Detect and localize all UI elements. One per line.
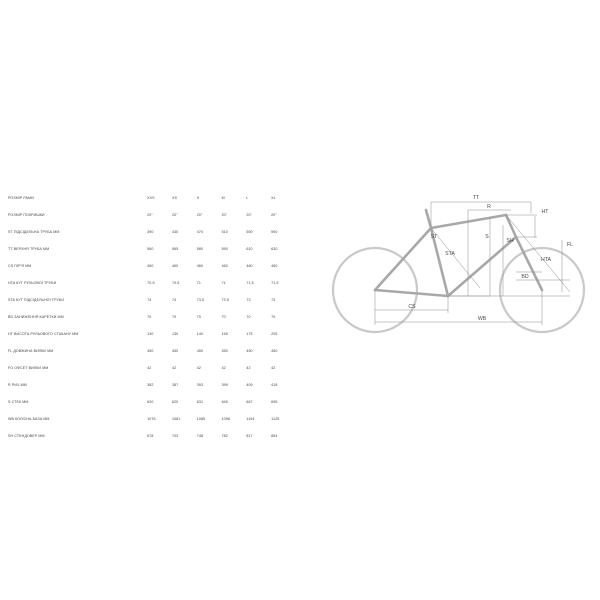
row-value: 70 [271, 314, 276, 319]
column-header-frame-size: РОЗМІР РАМИ [8, 195, 34, 200]
row-value: 73.5 [196, 297, 205, 302]
table-row [6, 394, 296, 411]
row-value: 73 [271, 297, 276, 302]
column-header-l: L [246, 195, 249, 200]
table-body [6, 207, 296, 445]
label-cs: CS [408, 304, 416, 310]
row-value: 1125 [271, 416, 280, 421]
row-label: FO ОФСЕТ ВИЛКИ ММ [8, 365, 49, 370]
row-value: 460 [171, 263, 179, 268]
label-hta: HTA [541, 257, 551, 263]
table-row [6, 309, 296, 326]
row-label: R РИЧ ММ [8, 382, 27, 387]
column-header-m: M [221, 195, 225, 200]
label-sta: STA [445, 251, 455, 257]
row-value: 590 [271, 229, 278, 234]
row-value: 390 [147, 229, 154, 234]
row-value: 73.5 [221, 297, 229, 302]
row-value: 20" [221, 212, 228, 217]
row-value: 42 [171, 365, 177, 370]
row-label: S СТЕК ММ [8, 399, 29, 404]
row-label: STA КУТ ПІДСІДЕЛЬНОЇ ТРУБИ [8, 297, 65, 302]
label-fl: FL [566, 242, 574, 248]
row-value: 70 [246, 314, 251, 319]
row-value: 782 [221, 433, 228, 438]
row-value: 382 [147, 382, 154, 387]
label-s: S [485, 234, 489, 240]
label-ht: HT [541, 209, 549, 215]
row-value: 130 [147, 331, 154, 336]
row-value: 42 [196, 365, 201, 370]
row-value: 580 [196, 246, 204, 251]
table-row [6, 428, 296, 445]
row-value: 70.5 [147, 280, 155, 285]
row-value: 560 [147, 246, 154, 251]
row-value: 42 [271, 365, 276, 370]
row-value: 74 [171, 297, 177, 302]
row-value: 450 [171, 348, 179, 353]
row-value: 74 [147, 297, 152, 302]
row-value: 630 [271, 246, 278, 251]
row-value: 418 [271, 382, 278, 387]
table-row [6, 411, 296, 428]
row-value: 155 [221, 331, 228, 336]
row-value: 71 [196, 280, 201, 285]
row-value: 393 [196, 382, 204, 387]
table-row [6, 207, 296, 224]
column-header-s: S [196, 195, 200, 200]
table-row [6, 224, 296, 241]
row-value: 748 [196, 433, 204, 438]
frame-outline [375, 210, 542, 296]
label-st: ST [430, 234, 438, 240]
label-sh: SH [506, 238, 514, 244]
row-value: 550 [246, 229, 253, 234]
row-value: 620 [171, 399, 179, 404]
row-value: 20" [171, 212, 178, 217]
row-value: 695 [271, 399, 278, 404]
row-value: 1076 [147, 416, 156, 421]
row-value: 430 [171, 229, 179, 234]
row-value: 450 [147, 348, 154, 353]
row-value: 631 [196, 399, 204, 404]
bike-geometry-diagram [330, 180, 595, 340]
row-value: 460 [246, 263, 253, 268]
table-row [6, 241, 296, 258]
row-value: 20" [196, 212, 203, 217]
row-value: 450 [246, 348, 253, 353]
column-header-xl: XL [271, 195, 276, 200]
row-value: 1104 [246, 416, 255, 421]
row-value: 73 [246, 297, 251, 302]
row-value: 42 [221, 365, 226, 370]
row-value: 20" [147, 212, 153, 217]
row-value: 450 [196, 348, 204, 353]
table-head [6, 190, 296, 207]
row-value: 1085 [196, 416, 206, 421]
row-value: 20" [271, 212, 277, 217]
table-row [6, 275, 296, 292]
row-value: 460 [147, 263, 154, 268]
table-row [6, 377, 296, 394]
row-label: HT ВИСОТА РУЛЬОВОГО СТАКАНУ ММ [8, 331, 79, 336]
table-row [6, 360, 296, 377]
row-value: 854 [271, 433, 278, 438]
row-label: HTA КУТ РУЛЬОВОЇ ТРУБИ [8, 280, 57, 285]
row-value: 1096 [221, 416, 230, 421]
row-value: 620 [147, 399, 154, 404]
row-label: ST ПІДСІДЕЛЬНА ТРУБА ММ [8, 229, 60, 234]
row-value: 460 [271, 263, 278, 268]
row-label: TT ВЕРХНЯ ТРУБА ММ [8, 246, 50, 251]
row-label: РОЗМІР ПОКРИШКИ [8, 212, 45, 217]
row-value: 71 [221, 280, 226, 285]
table-row [6, 292, 296, 309]
row-value: 409 [246, 382, 253, 387]
row-value: 70 [171, 314, 177, 319]
row-value: 42 [246, 365, 251, 370]
column-header-xs: XS [171, 195, 177, 200]
row-value: 70 [147, 314, 152, 319]
row-value: 645 [221, 399, 228, 404]
column-header-xxs: XXS [147, 195, 155, 200]
row-value: 1081 [171, 416, 181, 421]
row-value: 70 [196, 314, 201, 319]
row-label: WB КОЛІСНА БАЗА ММ [8, 416, 50, 421]
geometry-table [6, 190, 296, 445]
table-row [6, 258, 296, 275]
table-row [6, 326, 296, 343]
row-value: 70.5 [171, 280, 180, 285]
row-value: 460 [196, 263, 204, 268]
row-value: 71.5 [271, 280, 279, 285]
label-wb: WB [477, 316, 487, 322]
row-value: 703 [171, 433, 179, 438]
row-value: 610 [246, 246, 253, 251]
row-value: 175 [246, 331, 253, 336]
row-value: 450 [221, 348, 228, 353]
row-value: 678 [147, 433, 154, 438]
row-value: 399 [221, 382, 228, 387]
row-value: 460 [221, 263, 228, 268]
row-value: 470 [196, 229, 204, 234]
label-bd: BD [521, 274, 529, 280]
row-label: BD ЗАНИЖЕННЯ КАРЕТКИ ММ [8, 314, 64, 319]
row-value: 667 [246, 399, 253, 404]
row-value: 71.5 [246, 280, 254, 285]
row-value: 130 [171, 331, 179, 336]
row-value: 817 [246, 433, 253, 438]
label-tt: TT [472, 195, 480, 201]
table-header-row [6, 190, 296, 207]
row-value: 510 [221, 229, 228, 234]
row-value: 387 [171, 382, 179, 387]
row-value: 450 [271, 348, 278, 353]
row-value: 20" [246, 212, 252, 217]
row-label: CS ПІР'Я ММ [8, 263, 32, 268]
row-label: FL ДОВЖИНА ВИЛКИ ММ [8, 348, 54, 353]
row-value: 590 [221, 246, 228, 251]
row-value: 42 [147, 365, 152, 370]
table-row [6, 343, 296, 360]
row-label: SH СТЕНДОВЕР ММ [8, 433, 45, 438]
row-value: 205 [271, 331, 278, 336]
label-r: R [487, 204, 491, 210]
row-value: 70 [221, 314, 226, 319]
row-value: 140 [196, 331, 204, 336]
row-value: 565 [171, 246, 179, 251]
